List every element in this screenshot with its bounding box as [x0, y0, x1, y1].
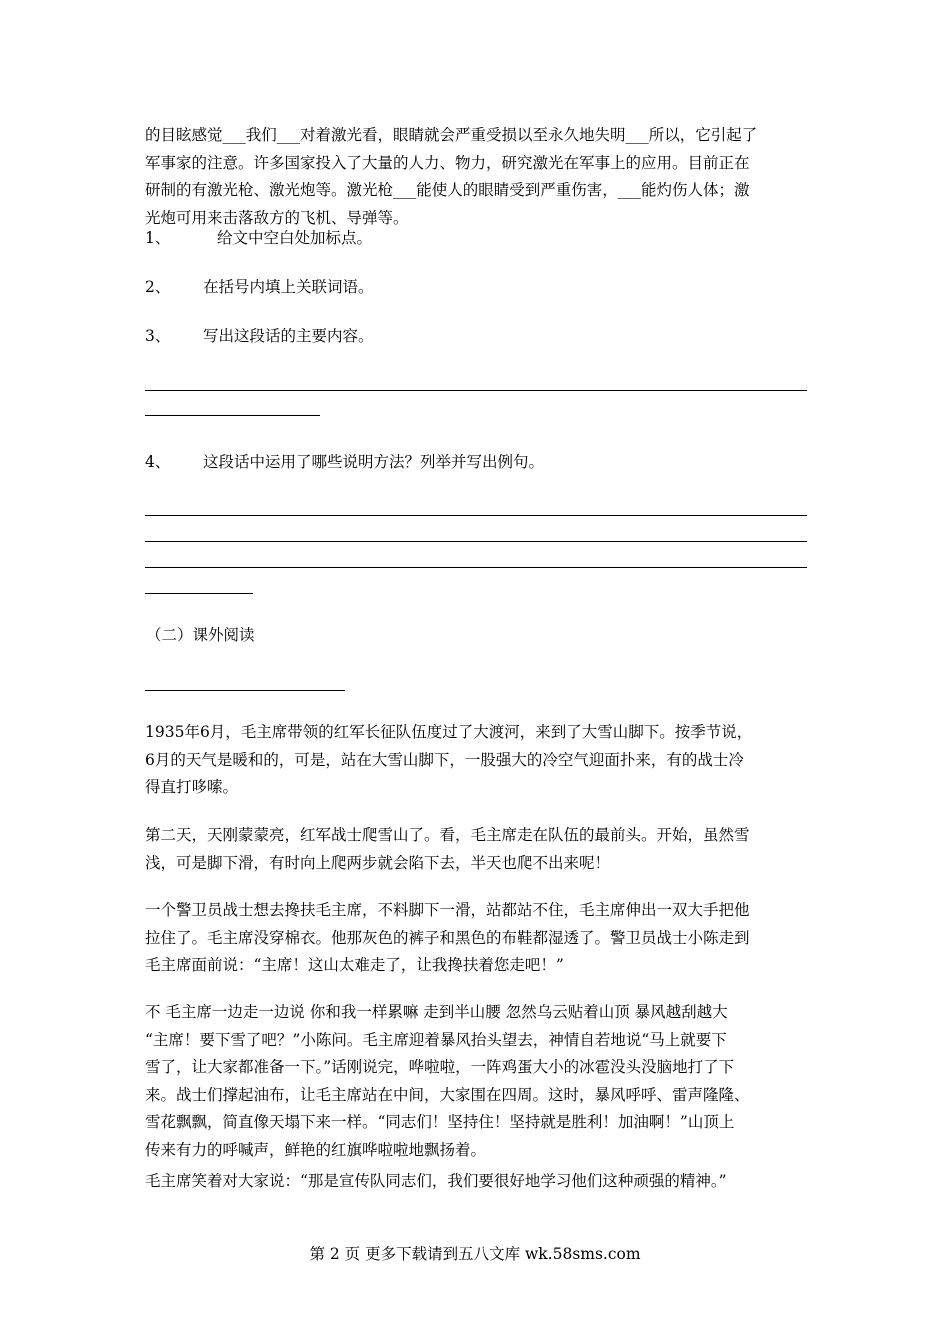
answer-line[interactable] — [145, 515, 807, 516]
question-4 — [145, 450, 544, 474]
paragraph-line: 浅，可是脚下滑，有时向上爬两步就会陷下去，半天也爬不出来呢！ — [145, 853, 611, 872]
page-footer: 第 2 页 更多下载请到五八文库 wk.58sms.com — [309, 1245, 641, 1263]
answer-line[interactable] — [145, 541, 807, 542]
paragraph-line: 不 毛主席一边走一边说 你和我一样累嘛 走到半山腰 忽然乌云贴着山顶 暴风越刮越大 — [145, 1003, 728, 1021]
answer-line[interactable] — [145, 390, 807, 391]
paragraph-line: 6月的天气是暖和的，可是，站在大雪山脚下，一股强大的冷空气迎面扑来，有的战士冷 — [145, 750, 744, 769]
passage-1-line: 军事家的注意。许多国家投入了大量的人力、物力，研究激光在军事上的应用。目前正在 — [145, 153, 750, 172]
paragraph-line: 雪了，让大家都准备一下。”话刚说完，哗啦啦，一阵鸡蛋大小的冰雹没头没脑地打了下 — [145, 1058, 735, 1076]
paragraph-line: 来。战士们撑起油布，让毛主席站在中间，大家围在四周。这时，暴风呼呼、雷声隆隆、 — [145, 1085, 750, 1104]
question-number: 4、 — [145, 453, 171, 471]
paragraph-line: 雪花飘飘，简直像天塌下来一样。“同志们！坚持住！坚持就是胜利！加油啊！”山顶上 — [145, 1113, 735, 1131]
passage-2-paragraph-2 — [145, 822, 810, 877]
question-2 — [145, 275, 374, 299]
paragraph-line: 拉住了。毛主席没穿棉衣。他那灰色的裤子和黑色的布鞋都湿透了。警卫员战士小陈走到 — [145, 928, 750, 947]
question-text: 在括号内填上关联词语。 — [203, 278, 374, 296]
question-text: 给文中空白处加标点。 — [217, 229, 373, 247]
passage-2-paragraph-5 — [145, 1168, 810, 1196]
paragraph-line: 毛主席笑着对大家说：“那是宣传队同志们，我们要很好地学习他们这种顽强的精神。” — [145, 1172, 727, 1190]
passage-1-line: 光炮可用来击落敌方的飞机、导弹等。 — [145, 208, 409, 227]
question-3 — [145, 324, 374, 348]
paragraph-line: 得直打哆嗦。 — [145, 778, 239, 796]
paragraph-line: 一个警卫员战士想去搀扶毛主席，不料脚下一滑，站都站不住，毛主席伸出一双大手把他 — [145, 901, 750, 919]
paragraph-line: 第二天，天刚蒙蒙亮，红军战士爬雪山了。看，毛主席走在队伍的最前头。开始，虽然雪 — [145, 826, 750, 844]
question-number: 2、 — [145, 278, 171, 296]
passage-1 — [145, 122, 810, 232]
question-number: 1、 — [145, 229, 171, 247]
question-number: 3、 — [145, 327, 171, 345]
passage-2-paragraph-3 — [145, 897, 810, 980]
title-blank-line[interactable] — [145, 690, 345, 691]
question-1 — [145, 226, 372, 250]
question-text: 写出这段话的主要内容。 — [203, 327, 374, 345]
passage-2-paragraph-1 — [145, 719, 810, 802]
answer-line[interactable] — [145, 415, 320, 416]
paragraph-line: “主席！要下雪了吧？”小陈问。毛主席迎着暴风抬头望去，神情自若地说“马上就要下 — [145, 1030, 727, 1049]
section-heading: （二）课外阅读 — [146, 626, 255, 644]
passage-1-line: 研制的有激光枪、激光炮等。激光枪___能使人的眼睛受到严重伤害，___能灼伤人体；激 — [145, 181, 750, 199]
passage-1-line: 的目眩感觉___我们___对着激光看，眼睛就会严重受损以至永久地失明___所以，它引起了 — [145, 126, 758, 144]
paragraph-line: 1935年6月，毛主席带领的红军长征队伍度过了大渡河，来到了大雪山脚下。按季节说， — [145, 723, 753, 741]
paragraph-line: 毛主席面前说：“主席！这山太难走了，让我搀扶着您走吧！” — [145, 956, 564, 974]
question-text: 这段话中运用了哪些说明方法？列举并写出例句。 — [203, 453, 545, 471]
passage-2-paragraph-4 — [145, 999, 810, 1164]
answer-line[interactable] — [145, 593, 253, 594]
paragraph-line: 传来有力的呼喊声，鲜艳的红旗哗啦啦地飘扬着。 — [145, 1140, 487, 1159]
answer-line[interactable] — [145, 567, 807, 568]
